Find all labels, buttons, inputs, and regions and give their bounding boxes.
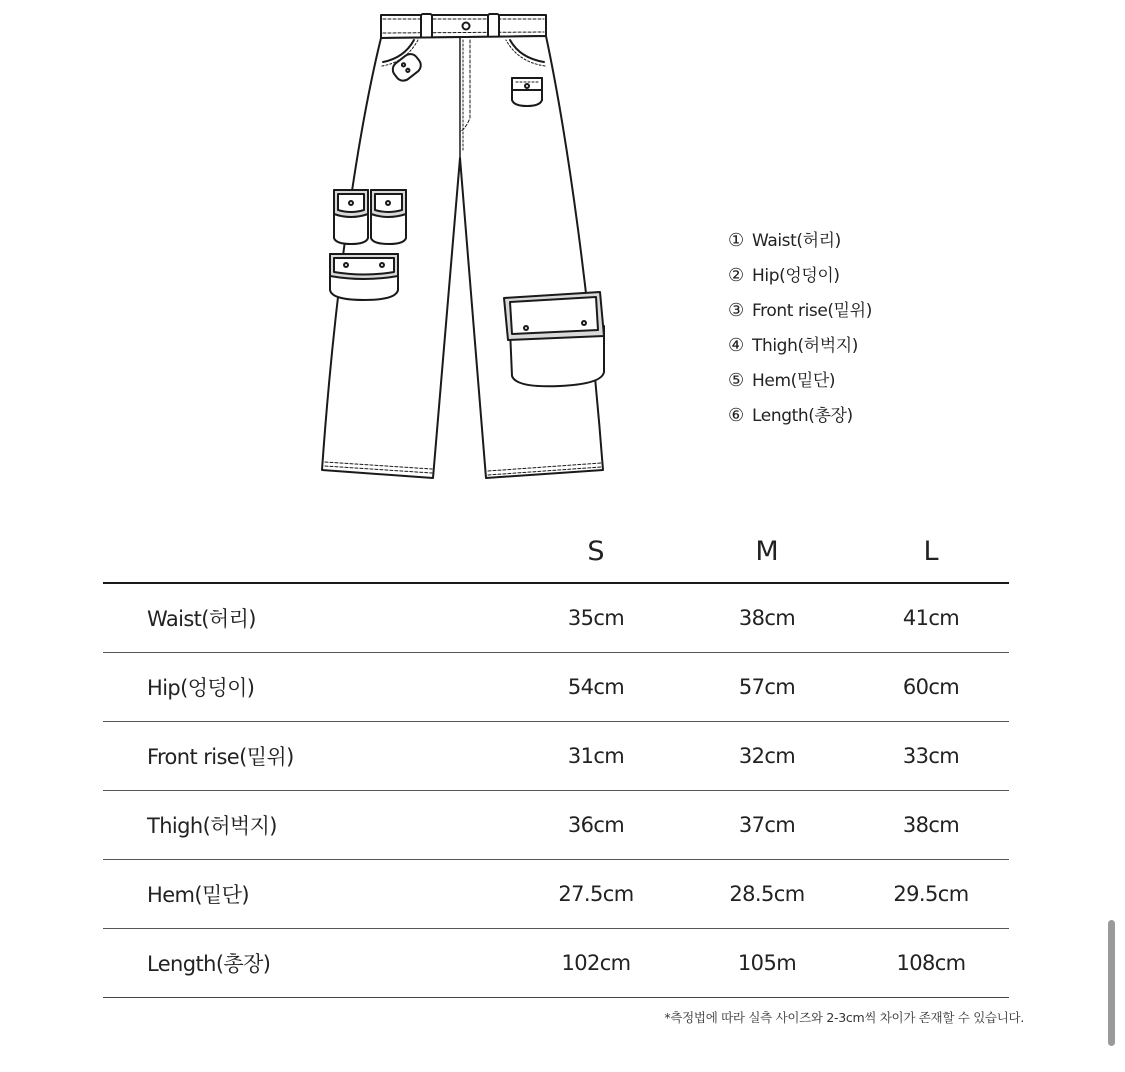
value-m: 32cm — [681, 722, 853, 791]
value-m: 105m — [681, 929, 853, 998]
legend-number: ③ — [728, 300, 744, 321]
legend-number: ② — [728, 265, 744, 286]
row-label: Hip(엉덩이) — [103, 653, 511, 722]
table-row — [103, 791, 1009, 860]
value-m: 37cm — [681, 791, 853, 860]
legend-item-length — [728, 403, 872, 438]
legend-item-hip — [728, 263, 872, 298]
value-s: 27.5cm — [511, 860, 681, 929]
size-chart-table — [103, 520, 1009, 998]
table-row — [103, 653, 1009, 722]
size-header-l: L — [853, 520, 1009, 583]
value-s: 31cm — [511, 722, 681, 791]
table-row — [103, 583, 1009, 653]
row-label: Hem(밑단) — [103, 860, 511, 929]
legend-label: Hem(밑단) — [752, 371, 836, 391]
value-s: 36cm — [511, 791, 681, 860]
legend-item-waist — [728, 228, 872, 263]
size-header-s: S — [511, 520, 681, 583]
row-label: Front rise(밑위) — [103, 722, 511, 791]
table-row — [103, 860, 1009, 929]
value-l: 108cm — [853, 929, 1009, 998]
scrollbar-thumb[interactable] — [1108, 920, 1115, 1046]
value-l: 29.5cm — [853, 860, 1009, 929]
legend-label: Thigh(허벅지) — [752, 336, 858, 356]
table-row — [103, 929, 1009, 998]
legend-item-front-rise — [728, 298, 872, 333]
size-header-row — [103, 520, 1009, 583]
value-s: 54cm — [511, 653, 681, 722]
value-l: 60cm — [853, 653, 1009, 722]
value-s: 102cm — [511, 929, 681, 998]
measurement-note: *측정법에 따라 실측 사이즈와 2-3cm씩 차이가 존재할 수 있습니다. — [664, 1010, 1024, 1025]
legend-label: Front rise(밑위) — [752, 301, 872, 321]
value-m: 57cm — [681, 653, 853, 722]
header-empty-cell — [103, 520, 511, 583]
value-m: 28.5cm — [681, 860, 853, 929]
legend-label: Length(총장) — [752, 406, 853, 426]
legend-item-hem — [728, 368, 872, 403]
legend-number: ① — [728, 230, 744, 251]
legend-number: ④ — [728, 335, 744, 356]
row-label: Thigh(허벅지) — [103, 791, 511, 860]
row-label: Waist(허리) — [103, 583, 511, 653]
size-header-m: M — [681, 520, 853, 583]
measurement-legend — [728, 228, 872, 438]
legend-label: Hip(엉덩이) — [752, 266, 840, 286]
legend-item-thigh — [728, 333, 872, 368]
value-l: 41cm — [853, 583, 1009, 653]
table-row — [103, 722, 1009, 791]
value-l: 38cm — [853, 791, 1009, 860]
legend-number: ⑤ — [728, 370, 744, 391]
value-l: 33cm — [853, 722, 1009, 791]
value-s: 35cm — [511, 583, 681, 653]
value-m: 38cm — [681, 583, 853, 653]
row-label: Length(총장) — [103, 929, 511, 998]
cargo-pants-illustration — [0, 0, 1125, 500]
legend-number: ⑥ — [728, 405, 744, 426]
legend-label: Waist(허리) — [752, 231, 841, 251]
